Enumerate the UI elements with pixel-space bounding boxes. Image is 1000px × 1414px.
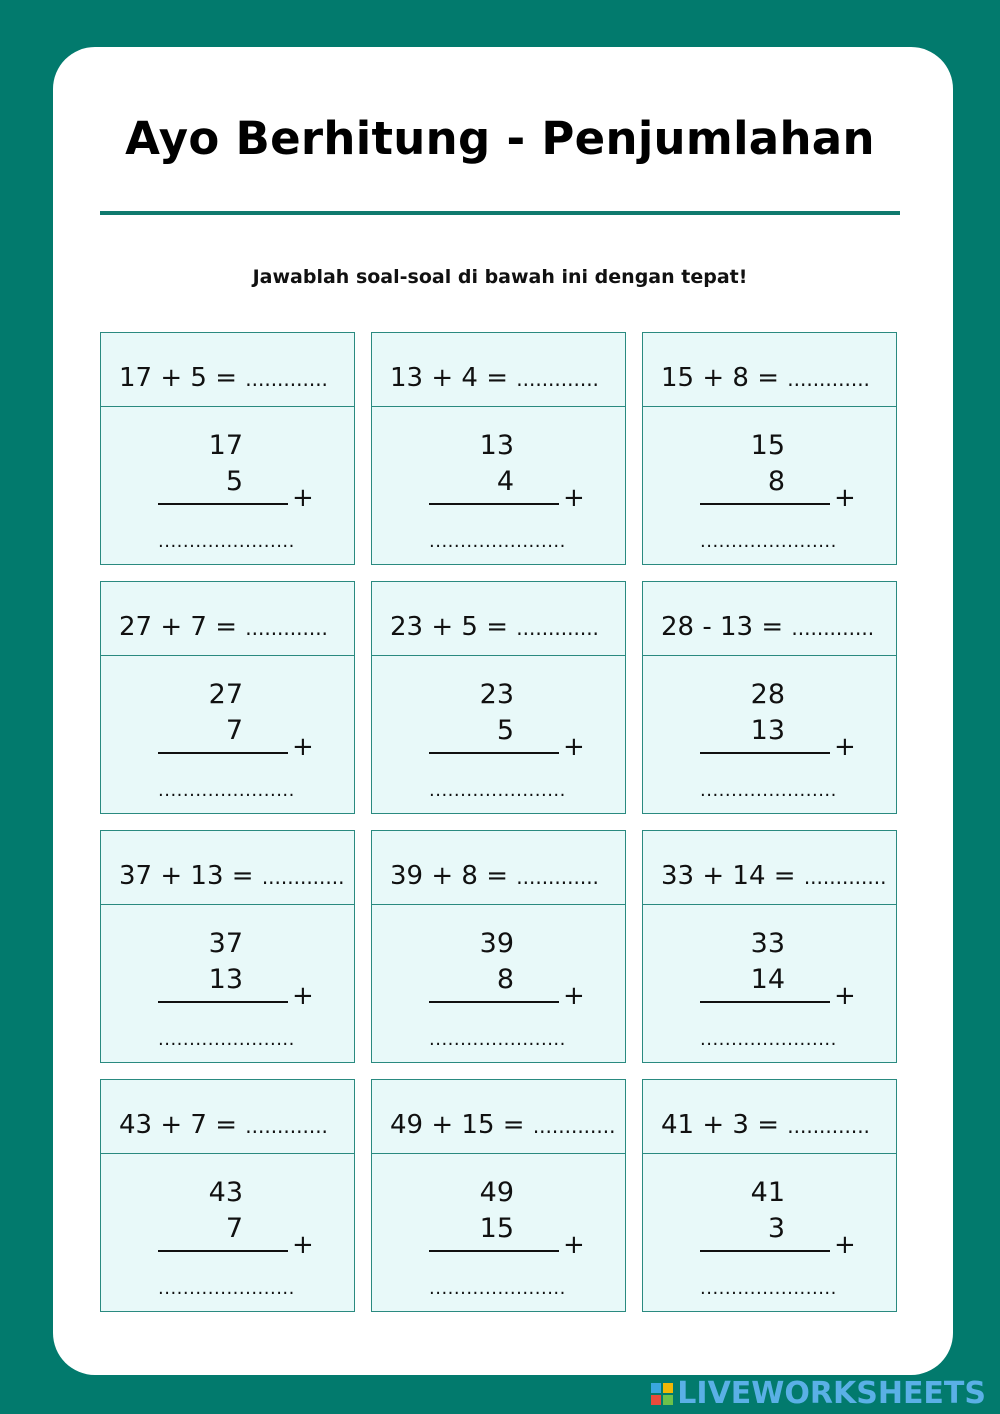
card-divider <box>643 406 896 407</box>
top-operand: 23 <box>479 679 514 710</box>
bottom-operand: 13 <box>750 715 785 746</box>
bottom-operand: 8 <box>767 466 785 497</box>
equation-text: 28 - 13 = <box>661 612 784 642</box>
bottom-operand: 5 <box>225 466 243 497</box>
problem-card <box>100 332 355 565</box>
card-divider <box>372 655 625 656</box>
liveworksheets-watermark <box>651 1376 986 1411</box>
problem-card <box>642 332 897 565</box>
column-answer-blank[interactable]: ...................... <box>158 780 295 801</box>
equation-text: 43 + 7 = <box>119 1110 237 1140</box>
equation-row <box>119 861 344 891</box>
equation-text: 13 + 4 = <box>390 363 508 393</box>
problem-card <box>371 332 626 565</box>
top-operand: 37 <box>208 928 243 959</box>
plus-sign: + <box>292 483 314 513</box>
column-answer-blank[interactable]: ...................... <box>158 1029 295 1050</box>
equation-answer-blank[interactable]: ............. <box>516 616 599 640</box>
card-divider <box>372 1153 625 1154</box>
equation-row <box>390 363 599 393</box>
plus-sign: + <box>563 981 585 1011</box>
bottom-operand: 13 <box>208 964 243 995</box>
top-operand: 33 <box>750 928 785 959</box>
plus-sign: + <box>292 981 314 1011</box>
equation-answer-blank[interactable]: ............. <box>245 616 328 640</box>
sum-line <box>158 1001 288 1003</box>
card-divider <box>372 406 625 407</box>
sum-line <box>700 752 830 754</box>
sum-line <box>700 1250 830 1252</box>
sum-line <box>429 1001 559 1003</box>
equation-text: 27 + 7 = <box>119 612 237 642</box>
sum-line <box>158 503 288 505</box>
top-operand: 39 <box>479 928 514 959</box>
equation-text: 37 + 13 = <box>119 861 254 891</box>
top-operand: 41 <box>750 1177 785 1208</box>
top-operand: 15 <box>750 430 785 461</box>
equation-text: 41 + 3 = <box>661 1110 779 1140</box>
equation-row <box>661 861 886 891</box>
column-answer-blank[interactable]: ...................... <box>158 531 295 552</box>
card-divider <box>643 655 896 656</box>
card-divider <box>101 904 354 905</box>
equation-answer-blank[interactable]: ............. <box>787 367 870 391</box>
sum-line <box>158 1250 288 1252</box>
top-operand: 17 <box>208 430 243 461</box>
equation-row <box>661 612 874 642</box>
equation-text: 17 + 5 = <box>119 363 237 393</box>
equation-answer-blank[interactable]: ............. <box>791 616 875 640</box>
equation-text: 39 + 8 = <box>390 861 508 891</box>
equation-answer-blank[interactable]: ............. <box>245 1114 328 1138</box>
liveworksheets-logo-icon <box>651 1383 673 1405</box>
top-operand: 27 <box>208 679 243 710</box>
problem-card <box>371 1079 626 1312</box>
plus-sign: + <box>292 1230 314 1260</box>
top-operand: 13 <box>479 430 514 461</box>
problem-card <box>100 830 355 1063</box>
equation-text: 49 + 15 = <box>390 1110 525 1140</box>
equation-row <box>390 861 599 891</box>
plus-sign: + <box>834 732 856 762</box>
column-answer-blank[interactable]: ...................... <box>700 1278 837 1299</box>
sum-line <box>429 503 559 505</box>
sum-line <box>700 503 830 505</box>
equation-row <box>390 612 599 642</box>
problem-card <box>100 1079 355 1312</box>
card-divider <box>643 1153 896 1154</box>
column-answer-blank[interactable]: ...................... <box>700 780 837 801</box>
bottom-operand: 5 <box>496 715 514 746</box>
title-divider <box>100 211 900 215</box>
bottom-operand: 3 <box>767 1213 785 1244</box>
problem-card <box>642 1079 897 1312</box>
worksheet-title: Ayo Berhitung - Penjumlahan <box>125 112 875 165</box>
bottom-operand: 14 <box>750 964 785 995</box>
problem-card <box>642 830 897 1063</box>
column-answer-blank[interactable]: ...................... <box>158 1278 295 1299</box>
instruction-text: Jawablah soal-soal di bawah ini dengan tepat! <box>252 266 748 288</box>
equation-answer-blank[interactable]: ............. <box>245 367 328 391</box>
top-operand: 28 <box>750 679 785 710</box>
equation-text: 15 + 8 = <box>661 363 779 393</box>
plus-sign: + <box>834 981 856 1011</box>
equation-answer-blank[interactable]: ............. <box>261 865 345 889</box>
equation-row <box>119 1110 328 1140</box>
column-answer-blank[interactable]: ...................... <box>429 531 566 552</box>
equation-row <box>661 1110 870 1140</box>
equation-answer-blank[interactable]: ............. <box>803 865 887 889</box>
equation-answer-blank[interactable]: ............. <box>532 1114 616 1138</box>
top-operand: 43 <box>208 1177 243 1208</box>
plus-sign: + <box>292 732 314 762</box>
problem-card <box>371 581 626 814</box>
plus-sign: + <box>563 1230 585 1260</box>
sum-line <box>429 1250 559 1252</box>
sum-line <box>158 752 288 754</box>
equation-row <box>119 612 328 642</box>
card-divider <box>372 904 625 905</box>
sum-line <box>429 752 559 754</box>
equation-text: 33 + 14 = <box>661 861 796 891</box>
bottom-operand: 7 <box>225 715 243 746</box>
column-answer-blank[interactable]: ...................... <box>429 1278 566 1299</box>
column-answer-blank[interactable]: ...................... <box>700 1029 837 1050</box>
watermark-text: LIVEWORKSHEETS <box>677 1376 986 1411</box>
plus-sign: + <box>563 483 585 513</box>
bottom-operand: 15 <box>479 1213 514 1244</box>
card-divider <box>101 1153 354 1154</box>
problem-card <box>642 581 897 814</box>
column-answer-blank[interactable]: ...................... <box>429 780 566 801</box>
plus-sign: + <box>834 1230 856 1260</box>
column-answer-blank[interactable]: ...................... <box>429 1029 566 1050</box>
equation-answer-blank[interactable]: ............. <box>516 367 599 391</box>
problem-card <box>100 581 355 814</box>
equation-answer-blank[interactable]: ............. <box>516 865 599 889</box>
plus-sign: + <box>563 732 585 762</box>
top-operand: 49 <box>479 1177 514 1208</box>
card-divider <box>101 655 354 656</box>
equation-row <box>119 363 328 393</box>
equation-answer-blank[interactable]: ............. <box>787 1114 870 1138</box>
problem-card <box>371 830 626 1063</box>
card-divider <box>101 406 354 407</box>
plus-sign: + <box>834 483 856 513</box>
equation-row <box>390 1110 615 1140</box>
bottom-operand: 7 <box>225 1213 243 1244</box>
bottom-operand: 8 <box>496 964 514 995</box>
equation-text: 23 + 5 = <box>390 612 508 642</box>
sum-line <box>700 1001 830 1003</box>
card-divider <box>643 904 896 905</box>
bottom-operand: 4 <box>496 466 514 497</box>
equation-row <box>661 363 870 393</box>
column-answer-blank[interactable]: ...................... <box>700 531 837 552</box>
